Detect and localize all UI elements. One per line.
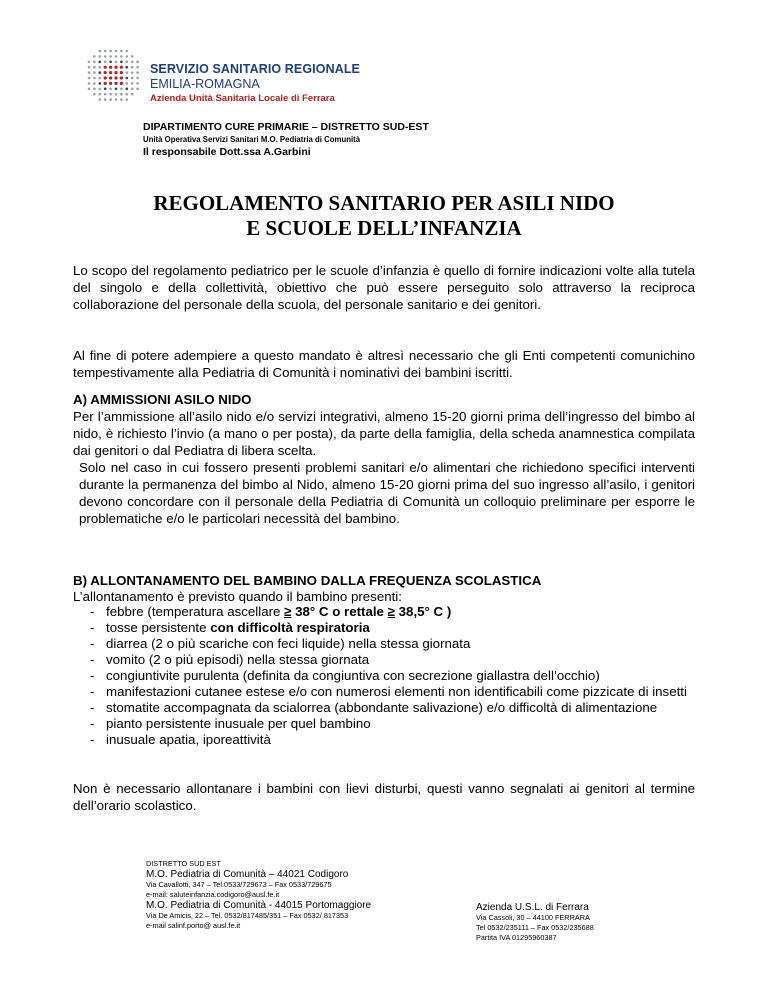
logo-dot bbox=[104, 82, 107, 85]
department-responsible: Il responsabile Dott.ssa A.Garbini bbox=[143, 146, 311, 158]
logo-dot bbox=[126, 71, 129, 74]
title-line-1: REGOLAMENTO SANITARIO PER ASILI NIDO bbox=[153, 191, 615, 215]
logo-dot bbox=[99, 55, 102, 58]
footer-portomaggiore-unit: M.O. Pediatria di Comunità - 44015 Portomaggiore bbox=[146, 900, 372, 911]
logo-dot bbox=[104, 61, 107, 64]
logo-dot bbox=[99, 66, 102, 69]
organization-header bbox=[150, 62, 360, 106]
logo-dot bbox=[104, 71, 107, 74]
department-unit: Unità Operativa Servizi Sanitari M.O. Pediatria di Comunità bbox=[143, 135, 361, 144]
logo-dot bbox=[120, 88, 123, 91]
logo-dot bbox=[120, 66, 123, 69]
section-b-closing: Non è necessario allontanare i bambini con lievi disturbi, questi vanno segnalati ai genitori al termine dell’orario scolastico. bbox=[73, 781, 695, 813]
logo-dot bbox=[109, 93, 112, 96]
logo-dot bbox=[109, 55, 112, 58]
logo-dot bbox=[136, 66, 139, 69]
intro-paragraph-1: Lo scopo del regolamento pediatrico per le scuole d’infanzia è quello di fornire indicazioni volte alla tutela del singolo e della collettività, obiettivo che può essere perseguito solo attraverso la reciproca collaborazione del personale della scuola, del personale sanitario e dei genitori. bbox=[73, 263, 695, 312]
logo-dot bbox=[120, 71, 123, 74]
logo-dot bbox=[115, 50, 118, 53]
logo-dot bbox=[136, 82, 139, 85]
logo-dot bbox=[104, 98, 107, 101]
logo-dot bbox=[136, 71, 139, 74]
logo-dot bbox=[93, 71, 96, 74]
ausl-logo-icon bbox=[86, 48, 142, 104]
logo-dot bbox=[104, 76, 107, 79]
logo-dot bbox=[88, 77, 91, 80]
logo-dot bbox=[126, 93, 129, 96]
footer-codigoro-address: Via Cavallotti, 347 – Tel.0533/729673 – Fax 0533/729675 bbox=[146, 880, 332, 889]
logo-dot bbox=[99, 98, 102, 101]
logo-dot bbox=[131, 77, 134, 80]
logo-dot bbox=[99, 71, 102, 74]
logo-dot bbox=[136, 77, 139, 80]
footer-azienda-phone: Tel 0532/235111 – Fax 0532/235688 bbox=[476, 923, 594, 932]
logo-dot bbox=[136, 88, 139, 91]
logo-dot bbox=[126, 77, 129, 80]
logo-dot bbox=[88, 82, 91, 85]
logo-dot bbox=[99, 82, 102, 85]
footer-azienda-vat: Partita IVA 01295960387 bbox=[476, 933, 557, 942]
logo-dot bbox=[99, 77, 102, 80]
logo-dot bbox=[120, 82, 123, 85]
logo-dot bbox=[120, 50, 123, 53]
list-item: - stomatite accompagnata da scialorrea (abbondante salivazione) e/o difficoltà di alimentazione bbox=[90, 700, 658, 715]
logo-dot bbox=[93, 77, 96, 80]
org-name: SERVIZIO SANITARIO REGIONALE bbox=[150, 62, 360, 76]
logo-dot bbox=[93, 61, 96, 64]
logo-dot bbox=[131, 71, 134, 74]
list-item: - febbre (temperatura ascellare ≥ 38° C o rettale ≥ 38,5° C ) bbox=[90, 604, 452, 619]
logo-dot bbox=[126, 98, 129, 101]
list-item: - inusuale apatia, iporeattività bbox=[90, 732, 271, 747]
section-b-heading: B) ALLONTANAMENTO DEL BAMBINO DALLA FREQUENZA SCOLASTICA bbox=[73, 573, 542, 588]
logo-dot bbox=[115, 55, 118, 58]
symptom-list bbox=[73, 604, 695, 748]
logo-dot bbox=[114, 82, 117, 85]
logo-dot bbox=[120, 76, 123, 79]
logo-dot bbox=[115, 88, 118, 91]
logo-dot bbox=[104, 66, 107, 69]
logo-dot bbox=[120, 93, 123, 96]
logo-dot bbox=[88, 66, 91, 69]
logo-dot bbox=[88, 71, 91, 74]
logo-dot bbox=[109, 76, 112, 79]
document-title bbox=[0, 191, 768, 241]
list-item: - manifestazioni cutanee estese e/o con numerosi elementi non identificabili come pizzicate di insetti bbox=[90, 684, 687, 699]
section-a-heading: A) AMMISSIONI ASILO NIDO bbox=[73, 392, 252, 407]
logo-dot bbox=[131, 93, 134, 96]
logo-dot bbox=[99, 61, 102, 64]
logo-dot bbox=[93, 55, 96, 58]
section-b-intro: L’allontanamento è previsto quando il bambino presenti: bbox=[73, 589, 402, 604]
logo-dot bbox=[99, 50, 102, 53]
list-item: - diarrea (2 o più scariche con feci liquide) nella stessa giornata bbox=[90, 636, 471, 651]
logo-dot bbox=[93, 93, 96, 96]
logo-dot bbox=[88, 88, 91, 91]
org-subtitle: Azienda Unità Sanitaria Locale di Ferrara bbox=[150, 93, 335, 104]
footer-azienda-name: Azienda U.S.L. di Ferrara bbox=[476, 902, 589, 913]
logo-dot bbox=[104, 88, 107, 91]
logo-dot bbox=[99, 93, 102, 96]
logo-dot bbox=[126, 82, 129, 85]
logo-dot bbox=[93, 66, 96, 69]
footer-portomaggiore-email: e-mail salinf.porto@ ausl.fe.it bbox=[146, 921, 241, 930]
logo-dot bbox=[131, 55, 134, 58]
logo-dot bbox=[109, 50, 112, 53]
logo-dot bbox=[93, 88, 96, 91]
title-line-2: E SCUOLE DELL’INFANZIA bbox=[246, 216, 522, 240]
footer-district-info bbox=[146, 859, 371, 931]
logo-dot bbox=[136, 61, 139, 64]
logo-dot bbox=[109, 66, 112, 69]
section-a-paragraph-2: Solo nel caso in cui fossero presenti problemi sanitari e/o alimentari che richiedono specifici interventi durante la permanenza del bimbo al Nido, almeno 15-20 giorni prima del suo ingresso all’asilo, i genitori devono concordare con il personale della Pediatria di Comunità un colloquio preliminare per esporre le problematiche e/o le particolari necessità del bambino. bbox=[79, 460, 695, 526]
logo-dot bbox=[126, 88, 129, 91]
logo-dot bbox=[115, 93, 118, 96]
logo-dot bbox=[104, 93, 107, 96]
list-item: - pianto persistente inusuale per quel bambino bbox=[90, 716, 371, 731]
logo-dot bbox=[99, 88, 102, 91]
logo-dot bbox=[115, 61, 118, 64]
logo-dot bbox=[114, 66, 117, 69]
logo-dot bbox=[131, 61, 134, 64]
list-item: - vomito (2 o più episodi) nella stessa giornata bbox=[90, 652, 370, 667]
logo-dot bbox=[131, 66, 134, 69]
logo-dot bbox=[114, 76, 117, 79]
logo-dot bbox=[104, 50, 107, 53]
footer-district: DISTRETTO SUD EST bbox=[146, 859, 221, 868]
list-item: - congiuntivite purulenta (definita da congiuntiva con secrezione giallastra dell’occhio) bbox=[90, 668, 600, 683]
department-header bbox=[143, 121, 429, 159]
footer-portomaggiore-address: Via De Amicis, 22 – Tel. 0532/817485/351 – Fax 0532/ 817353 bbox=[146, 911, 349, 920]
logo-dot bbox=[126, 61, 129, 64]
logo-dot bbox=[93, 82, 96, 85]
logo-dot bbox=[109, 98, 112, 101]
intro-paragraph-2: Al fine di potere adempiere a questo mandato è altresì necessario che gli Enti competenti comunichino tempestivamente alla Pediatria di Comunità i nominativi dei bambini iscritti. bbox=[73, 348, 695, 380]
logo-dot bbox=[109, 82, 112, 85]
logo-dot bbox=[120, 55, 123, 58]
logo-dot bbox=[131, 82, 134, 85]
list-item: - tosse persistente con difficoltà respiratoria bbox=[90, 620, 370, 635]
footer-azienda-info bbox=[476, 902, 594, 943]
logo-dot bbox=[126, 50, 129, 53]
logo-dot bbox=[114, 71, 117, 74]
section-a-paragraph-1: Per l’ammissione all’asilo nido e/o servizi integrativi, almeno 15-20 giorni prima dell’ingresso del bimbo al nido, è richiesto l’invio (a mano o per posta), da parte della famiglia, della scheda anamnestica compilata dai genitori o dal Pediatra di libera scelta. bbox=[73, 409, 695, 458]
logo-dot bbox=[109, 61, 112, 64]
logo-dot bbox=[126, 55, 129, 58]
footer-azienda-address: Via Cassoli, 30 – 44100 FERRARA bbox=[476, 913, 590, 922]
logo-dot bbox=[120, 98, 123, 101]
department-name: DIPARTIMENTO CURE PRIMARIE – DISTRETTO SUD-EST bbox=[143, 121, 429, 133]
logo-dot bbox=[120, 61, 123, 64]
logo-dot bbox=[109, 88, 112, 91]
logo-dot bbox=[131, 88, 134, 91]
logo-dot bbox=[104, 55, 107, 58]
logo-dot bbox=[115, 98, 118, 101]
footer-codigoro-unit: M.O. Pediatria di Comunità – 44021 Codigoro bbox=[146, 869, 349, 880]
logo-dot bbox=[88, 61, 91, 64]
logo-dot bbox=[109, 71, 112, 74]
footer-codigoro-email: e-mail: saluteinfanzia.codigoro@ausl.fe.it bbox=[146, 890, 280, 899]
logo-dot bbox=[126, 66, 129, 69]
org-region: EMILIA-ROMAGNA bbox=[150, 77, 260, 91]
